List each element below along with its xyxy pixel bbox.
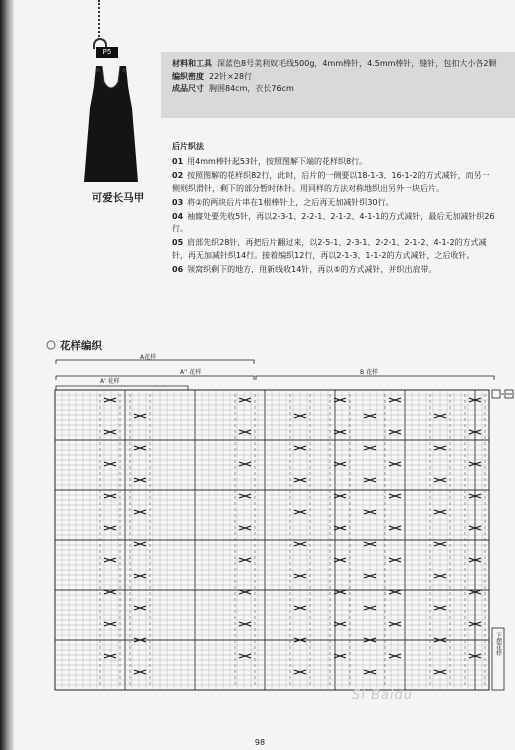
materials-text: 深蓝色8号美利奴毛线500g，4mm棒针，4.5mm棒针，缝针，包扣大小各2颗 xyxy=(217,59,497,68)
step-item xyxy=(172,264,497,276)
size-text: 胸围84cm，衣长76cm xyxy=(209,84,294,93)
step-text: 肩部先织28针，再把后片翻过来，以2-5-1、2-3-1、2-2-1、2-1-2、4-1-2的方式减针，再无加减针织14行。接着编织12行，再以2-1-3、1-1-2的方式减针，之后收针。 xyxy=(172,238,487,260)
step-item xyxy=(172,211,497,235)
step-item xyxy=(172,170,497,194)
figure-tag: P5 xyxy=(96,47,118,58)
materials-box xyxy=(161,52,515,118)
size-line xyxy=(172,83,507,96)
chart-brackets xyxy=(56,360,494,390)
step-text: 袖窿处要先收5针，再以2-3-1、2-2-1、2-1-2、4-1-1的方式减针，最后无加减针织26行。 xyxy=(172,212,495,234)
instructions xyxy=(172,141,497,278)
step-number: 04 xyxy=(172,212,184,222)
label-b: B 花样 xyxy=(360,369,379,376)
label-a2: A'' 花样 xyxy=(180,369,202,376)
hanger-string xyxy=(98,0,104,40)
step-number: 03 xyxy=(172,197,184,207)
bracket-a2 xyxy=(56,376,254,380)
step-number: 06 xyxy=(172,264,184,274)
bracket-a1 xyxy=(56,386,188,390)
step-number: 01 xyxy=(172,157,184,167)
gauge-label: 编织密度 xyxy=(172,71,204,81)
step-text: 按照图解的花样织82行，此时，后片的一侧要以18-1-3、16-1-2的方式减针，而另一侧则织滑针，剩下的部分暂时休针。用同样的方法对称地织出另外一块后片。 xyxy=(172,171,490,193)
legend-box-left xyxy=(492,390,500,398)
label-a1: A' 花样 xyxy=(100,378,120,385)
side-label: 下摆花样 xyxy=(494,632,502,656)
step-number: 02 xyxy=(172,171,184,181)
step-text: 领窝织剩下的地方，用新线收14针，再以⑤的方式减针，并织出肩带。 xyxy=(187,264,437,274)
gauge-line xyxy=(172,71,507,84)
watermark: Si Baidu xyxy=(352,688,413,703)
step-text: 用4mm棒针起53针，按照图解下端的花样织8行。 xyxy=(187,157,368,167)
materials-label: 材料和工具 xyxy=(172,59,212,68)
step-number: 05 xyxy=(172,238,184,248)
gauge-text: 22针×28行 xyxy=(209,71,253,81)
section-bullet-icon xyxy=(46,340,58,350)
section-title: 花样编织 xyxy=(60,340,102,352)
size-label: 成品尺寸 xyxy=(172,84,204,93)
binding-edge xyxy=(0,0,14,750)
label-top: A花样 xyxy=(140,354,157,361)
page-number: 98 xyxy=(254,738,266,747)
materials-line xyxy=(172,58,507,71)
knitting-chart xyxy=(40,352,515,702)
step-item xyxy=(172,197,497,209)
figure-caption: 可爱长马甲 xyxy=(91,192,145,204)
step-item xyxy=(172,237,497,261)
instructions-title: 后片织法 xyxy=(172,142,204,151)
vest-photo xyxy=(82,64,140,184)
step-item xyxy=(172,156,497,168)
bracket-b xyxy=(256,376,494,380)
step-text: 将②的两块后片串在1根棒针上，之后再无加减针织30行。 xyxy=(187,197,394,207)
